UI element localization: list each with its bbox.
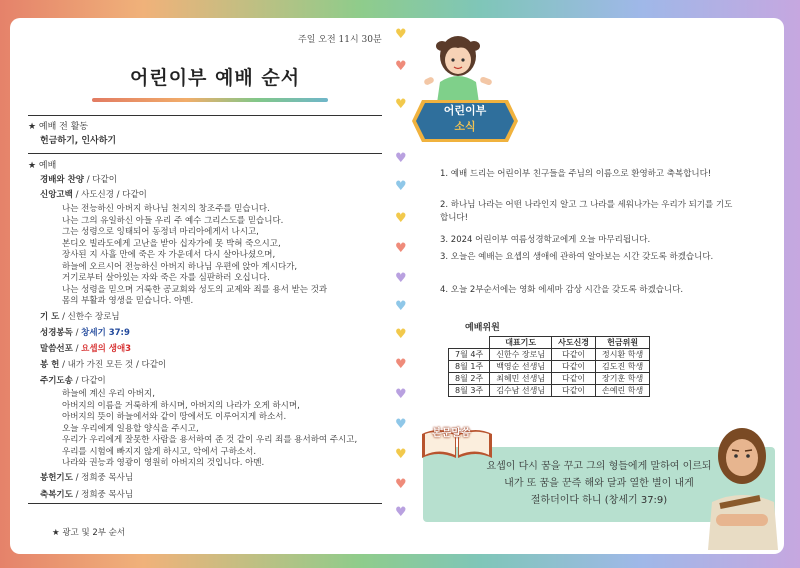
creed-line: 나는 성령을 믿으며 거룩한 공교회와 성도의 교제와 죄를 용서 받는 것과: [62, 284, 328, 295]
lords-prayer-line: 나라와 권능과 영광이 영원히 아버지의 것입니다. 아멘.: [62, 458, 265, 468]
order-praise: [40, 173, 117, 185]
divider: [28, 115, 382, 116]
heart-icon: ♥: [395, 27, 407, 42]
heart-icon: ♥: [395, 97, 407, 112]
news-item: 1. 예배 드리는 어린이부 친구들을 주님의 이름으로 환영하고 축복합니다!: [440, 169, 712, 179]
order-offering: [40, 358, 166, 370]
heart-icon: ♥: [395, 357, 407, 372]
order-value: / 정희중 목사님: [75, 490, 134, 500]
table-cell: 7월 4주: [449, 349, 490, 361]
page-title: 어린이부 예배 순서: [130, 67, 301, 89]
order-label: 주기도송: [40, 376, 73, 386]
order-label: 경배와 찬양: [40, 175, 85, 185]
heart-icon: ♥: [395, 417, 407, 432]
order-lords-prayer: [40, 374, 106, 386]
news-item: 2. 하나님 나라는 어떤 나라인지 알고 그 나라를 세워나가는 우리가 되기를 기도합니다!: [440, 200, 733, 223]
lords-prayer-line: 우리를 시험에 빠지지 않게 하시고, 악에서 구하소서.: [62, 446, 257, 457]
order-blessing: [40, 488, 133, 500]
table-row: [449, 349, 650, 361]
order-label: 말씀선포: [40, 344, 73, 354]
creed-line: 나는 전능하신 아버지 하나님 천지의 창조주를 믿습니다.: [62, 204, 270, 214]
duty-title: 예배위원: [465, 323, 500, 333]
pre-service-heading: ★ 예배 전 활동: [28, 122, 89, 132]
order-label: 봉 헌: [40, 360, 60, 370]
table-cell: 정시환 학생: [596, 349, 650, 361]
table-cell: 다같이: [552, 373, 596, 385]
table-header: 대표기도: [490, 337, 552, 349]
order-value: / 정희중 목사님: [75, 473, 134, 483]
creed-line: 본디오 빌라도에게 고난을 받아 십자가에 못 박혀 죽으시고,: [62, 238, 281, 249]
table-header: 사도신경: [552, 337, 596, 349]
order-label: 기 도: [40, 312, 60, 322]
heart-icon: ♥: [395, 327, 407, 342]
table-cell: 신한수 장로님: [490, 349, 552, 361]
order-value: / 내가 가진 모든 것 / 다같이: [62, 360, 167, 370]
lords-prayer-line: 아버지의 이름을 거룩하게 하시며, 아버지의 나라가 오게 하시며,: [62, 400, 300, 411]
table-row: [449, 361, 650, 373]
table-row: [449, 385, 650, 397]
order-label: 봉헌기도: [40, 473, 73, 483]
lords-prayer-line: 아버지의 뜻이 하늘에서와 같이 땅에서도 이루어지게 하소서.: [62, 412, 287, 422]
heart-icon: ♥: [395, 271, 407, 286]
table-cell: 장기훈 학생: [596, 373, 650, 385]
creed-line: 몸의 부활과 영생을 믿습니다. 아멘.: [62, 296, 194, 306]
heart-icon: ♥: [395, 179, 407, 194]
verse-label: 본문말씀: [432, 428, 471, 439]
table-cell: 손예린 학생: [596, 385, 650, 397]
bearded-man-illustration: [702, 418, 780, 550]
table-cell: 8월 2주: [449, 373, 490, 385]
order-label: 성경봉독: [40, 328, 73, 338]
table-cell: 다같이: [552, 361, 596, 373]
news-item: 4. 오늘 2부순서에는 영화 에세마 감상 시간을 갖도록 하겠습니다.: [440, 285, 684, 295]
news-item: 3. 2024 어린이부 여름성경학교에게 오늘 마무리됩니다.: [440, 235, 651, 245]
table-cell: 다같이: [552, 385, 596, 397]
creed-line: 장사된 지 사흘 만에 죽은 자 가운데서 다시 살아나셨으며,: [62, 250, 276, 260]
service-time: 주일 오전 11시 30분: [298, 35, 382, 45]
table-cell: 최혜민 선생님: [490, 373, 552, 385]
divider: [28, 153, 382, 154]
creed-line: 그는 성령으로 잉태되어 동정녀 마리아에게서 나시고,: [62, 227, 259, 237]
creed-line: 나는 그의 유일하신 아들 우리 주 예수 그리스도를 믿습니다.: [62, 215, 284, 226]
lords-prayer-line: 하늘에 계신 우리 아버지,: [62, 389, 155, 399]
verse-line: 내가 또 꿈을 꾼즉 해와 달과 열한 별이 내게: [504, 478, 694, 489]
news-item: 3. 오늘은 예배는 요셉의 생애에 관하여 알아보는 시간 갖도록 하겠습니다.: [440, 252, 714, 262]
creed-line: 거기로부터 살아있는 자와 죽은 자를 심판하러 오십니다.: [62, 273, 270, 283]
table-header: [449, 337, 490, 349]
lords-prayer-line: 우리가 우리에게 잘못한 사람을 용서하여 준 것 같이 우리 죄를 용서하여 주시고,: [62, 435, 358, 445]
heart-icon: ♥: [395, 59, 407, 74]
footer-note: ★ 광고 및 2부 순서: [52, 528, 126, 538]
heart-icon: ♥: [395, 211, 407, 226]
lords-prayer-line: 오늘 우리에게 일용할 양식을 주시고,: [62, 423, 199, 434]
badge-line: 어린이부: [443, 104, 487, 117]
duty-table: [448, 336, 650, 397]
heart-icon: ♥: [395, 299, 407, 314]
service-heading: ★ 예배: [28, 161, 57, 171]
order-sermon: [40, 342, 131, 354]
table-cell: 8월 1주: [449, 361, 490, 373]
order-value: /: [75, 344, 79, 354]
heart-icon: ♥: [395, 151, 407, 166]
verse-line: 요셉이 다시 꿈을 꾸고 그의 형들에게 말하여 이르되: [486, 461, 712, 472]
title-underline: [92, 98, 328, 102]
order-value: / 다같이: [75, 376, 106, 386]
sermon-title: 요셉의 생애3: [81, 344, 132, 354]
lords-prayer-text: [62, 389, 357, 470]
pre-service-item: 헌금하기, 인사하기: [40, 136, 117, 146]
table-cell: 백영순 선생님: [490, 361, 552, 373]
order-offering-prayer: [40, 471, 133, 483]
badge-line: 소식: [454, 120, 476, 133]
scripture-reference: 창세기 37:9: [81, 328, 130, 338]
order-creed: [40, 188, 147, 200]
order-reading: [40, 326, 130, 338]
heart-icon: ♥: [395, 387, 407, 402]
table-row: [449, 373, 650, 385]
order-value: / 다같이: [86, 175, 117, 185]
table-cell: 김수남 선생님: [490, 385, 552, 397]
news-badge-label: [410, 103, 520, 135]
order-value: / 사도신경 / 다같이: [75, 190, 147, 200]
order-prayer: [40, 310, 120, 322]
heart-icon: ♥: [395, 447, 407, 462]
table-header-row: [449, 337, 650, 349]
divider: [28, 503, 382, 504]
table-cell: 8월 3주: [449, 385, 490, 397]
table-header: 헌금위원: [596, 337, 650, 349]
creed-line: 하늘에 오르시어 전능하신 아버지 하나님 우편에 앉아 계시다가,: [62, 261, 298, 272]
creed-text: [62, 204, 327, 308]
order-value: /: [75, 328, 79, 338]
verse-line: 절하더이다 하니 (창세기 37:9): [530, 495, 668, 506]
table-cell: 김도진 학생: [596, 361, 650, 373]
heart-icon: ♥: [395, 505, 407, 520]
heart-icon: ♥: [395, 241, 407, 256]
heart-icon: ♥: [395, 477, 407, 492]
order-label: 축복기도: [40, 490, 73, 500]
order-value: / 신한수 장로님: [62, 312, 120, 322]
table-cell: 다같이: [552, 349, 596, 361]
order-label: 신앙고백: [40, 190, 73, 200]
